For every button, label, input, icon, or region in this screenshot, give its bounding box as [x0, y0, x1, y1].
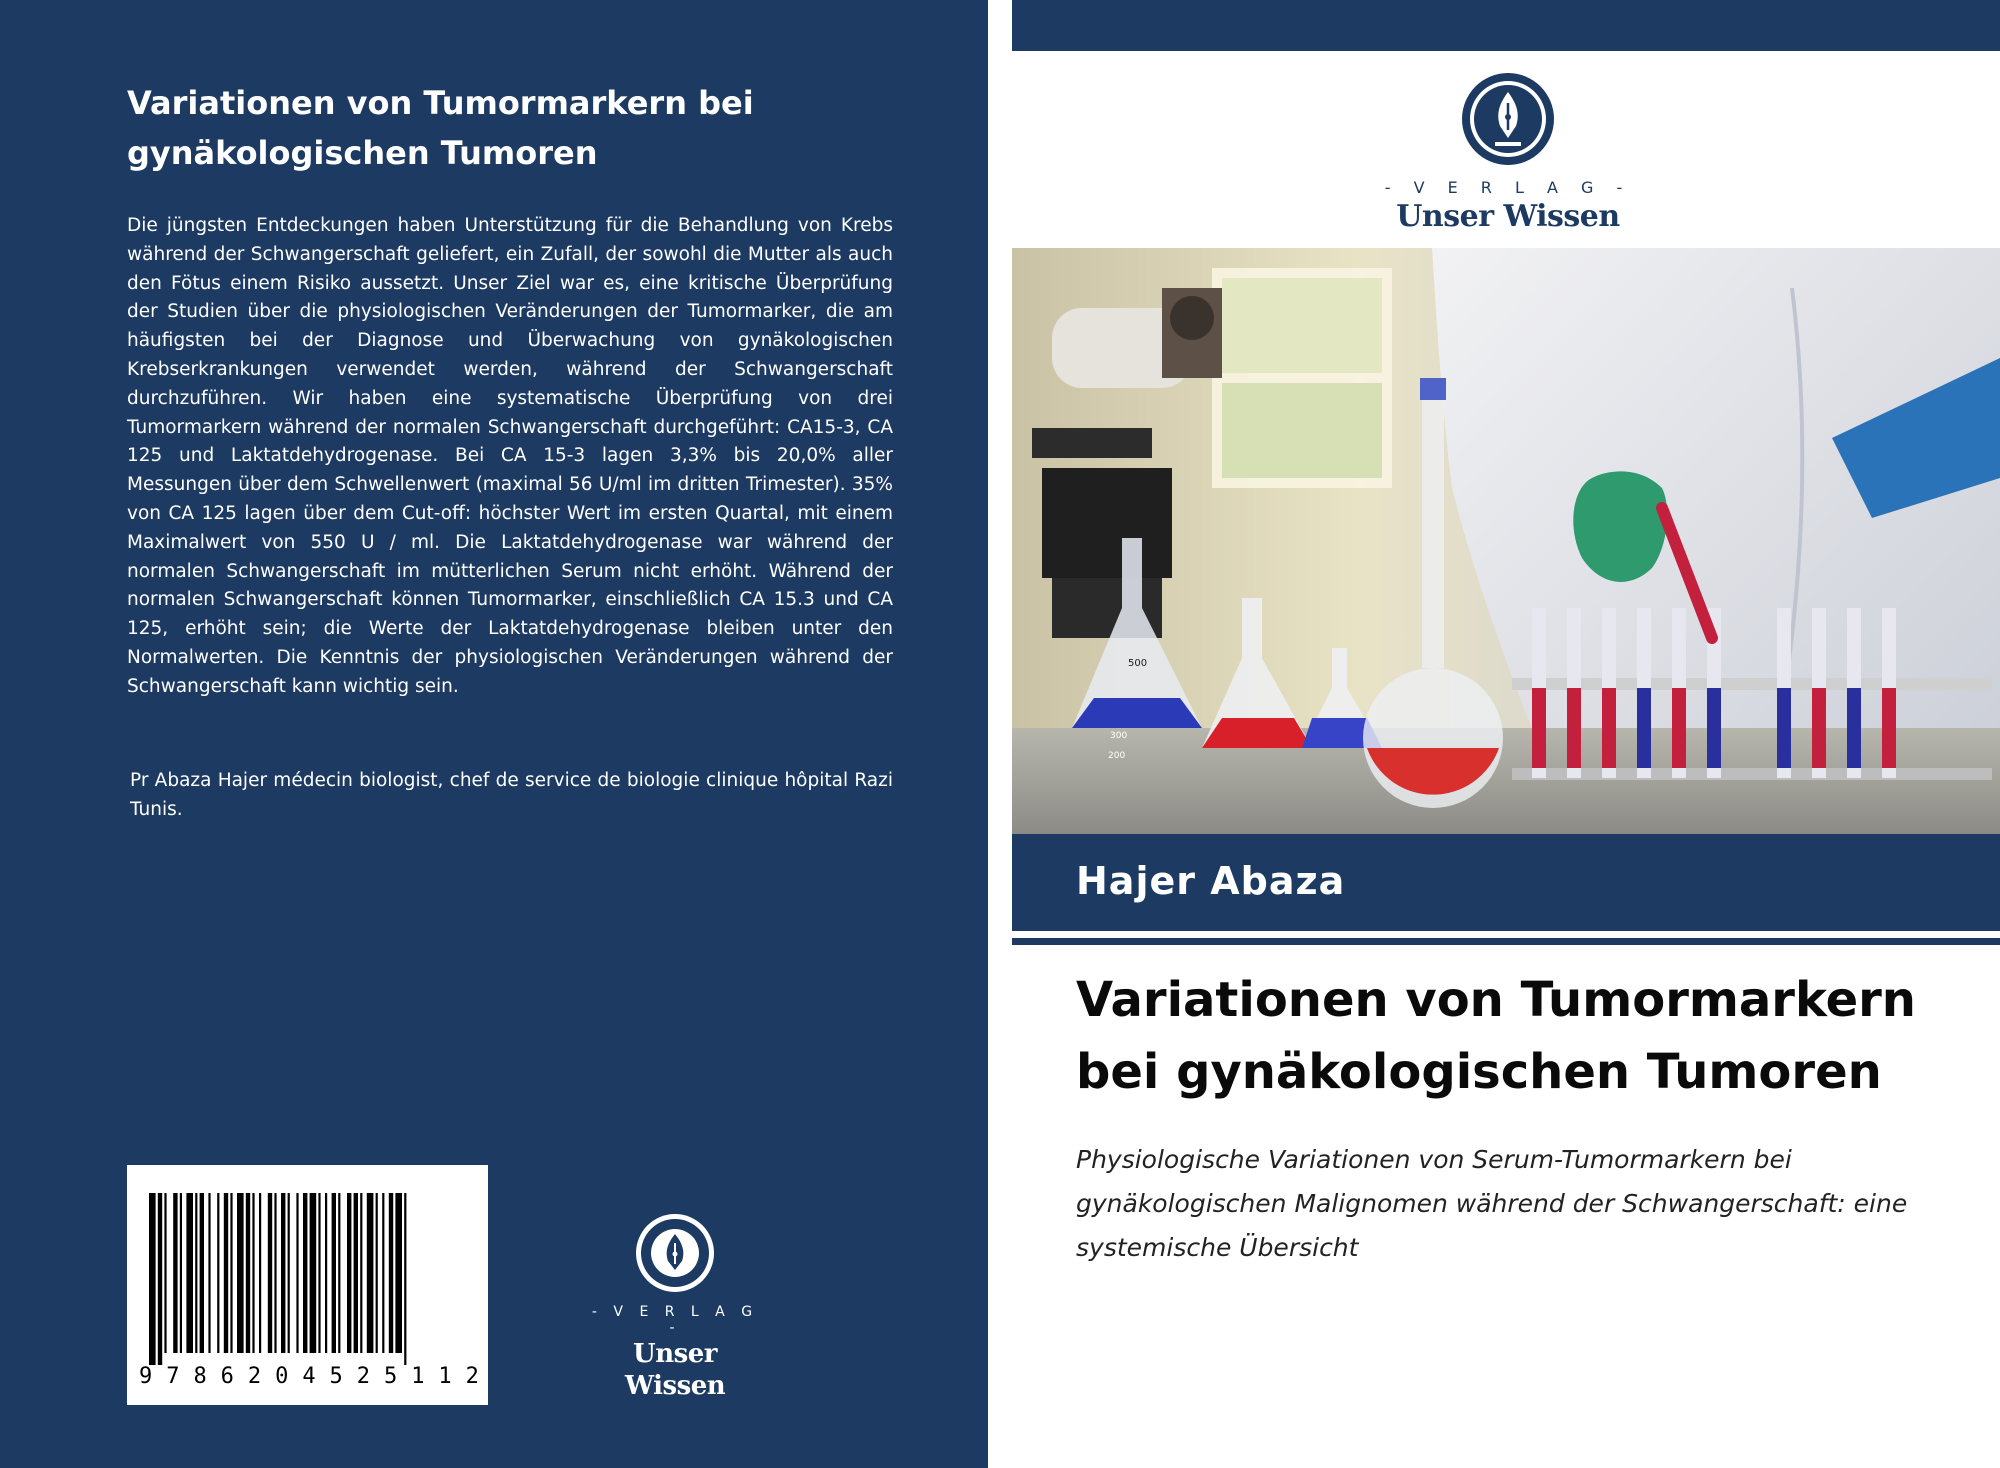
barcode-bar	[332, 1193, 336, 1353]
publisher-name: Unser Wissen	[1396, 199, 1620, 234]
flask-graduation-label: 300	[1110, 731, 1128, 741]
publisher-logo-back	[585, 1212, 765, 1402]
front-cover	[1012, 0, 2000, 1468]
verlag-label: - V E R L A G -	[1384, 178, 1632, 197]
flask-graduation-label: 500	[1128, 658, 1148, 669]
barcode-bar	[230, 1193, 232, 1353]
barcode-bar	[367, 1193, 374, 1353]
barcode-bar	[274, 1193, 276, 1353]
back-cover-title: Variationen von Tumormarkern bei gynäkologischen Tumoren	[127, 84, 754, 172]
lab-scene-illustration	[1012, 248, 2000, 834]
isbn-digit: 8	[193, 1364, 207, 1389]
front-author-name: Hajer Abaza	[1076, 859, 1346, 903]
barcode-bar	[180, 1193, 182, 1353]
barcode-bar	[303, 1193, 307, 1353]
publisher-logo-front	[1372, 72, 1644, 235]
barcode-bars	[127, 1165, 488, 1365]
barcode-bar	[347, 1193, 351, 1353]
isbn-digit: 5	[383, 1364, 398, 1389]
barcode-bar	[376, 1193, 378, 1353]
isbn-digit: 5	[329, 1364, 343, 1389]
barcode-bar	[195, 1193, 197, 1353]
front-cover-title: Variationen von Tumormarkern bei gynäkologischen Tumoren	[1076, 972, 1916, 1100]
flask-graduation-label: 200	[1108, 751, 1126, 761]
barcode-bar	[268, 1193, 272, 1353]
isbn-digit: 9	[139, 1364, 153, 1389]
author-band	[1012, 834, 2000, 931]
barcode-bar	[237, 1193, 244, 1353]
title-divider	[1012, 938, 2000, 945]
barcode-bar	[338, 1193, 340, 1353]
author-bio: Pr Abaza Hajer médecin biologist, chef de service de biologie clinique hôpital Razi Tunis.	[130, 770, 893, 820]
barcode-bar	[200, 1193, 204, 1353]
barcode-bar	[288, 1193, 290, 1353]
fountain-pen-nib-icon	[634, 1212, 716, 1294]
barcode-bar	[186, 1193, 193, 1353]
isbn-digit: 1	[438, 1364, 452, 1389]
front-top-bar	[1012, 0, 2000, 51]
cover-photo-laboratory	[1012, 248, 2000, 834]
barcode-bar	[173, 1193, 177, 1353]
barcode-bar	[259, 1193, 261, 1353]
barcode-bar	[360, 1193, 362, 1353]
barcode-bar	[354, 1193, 358, 1353]
barcode-bar	[325, 1193, 327, 1353]
barcode-bar	[395, 1193, 402, 1353]
barcode-bar	[252, 1193, 254, 1353]
isbn-digit: 2	[465, 1364, 479, 1389]
isbn-digit: 6	[220, 1364, 234, 1389]
isbn-digit: 2	[247, 1364, 262, 1389]
fountain-pen-nib-icon	[1461, 72, 1555, 166]
isbn-digit: 4	[302, 1364, 316, 1389]
barcode-bar	[310, 1193, 317, 1353]
barcode-bar	[382, 1193, 384, 1353]
verlag-label: - V E R L A G -	[591, 1304, 759, 1336]
barcode-bar	[217, 1193, 219, 1353]
barcode-bar	[224, 1193, 228, 1353]
isbn-barcode	[127, 1165, 488, 1405]
barcode-bar	[404, 1193, 406, 1365]
barcode-bar	[158, 1193, 162, 1365]
barcode-bar	[164, 1193, 166, 1353]
back-cover	[0, 0, 988, 1468]
publisher-name: Unser Wissen	[624, 1339, 726, 1401]
isbn-digit: 1	[411, 1364, 425, 1389]
isbn-digit: 7	[166, 1364, 180, 1389]
isbn-digit: 2	[356, 1364, 370, 1389]
barcode-bar	[281, 1193, 285, 1353]
barcode-bar	[296, 1193, 298, 1353]
isbn-digit: 0	[275, 1364, 289, 1389]
barcode-bar	[149, 1193, 156, 1365]
isbn-digits	[139, 1365, 479, 1389]
barcode-bar	[318, 1193, 320, 1353]
back-cover-blurb: Die jüngsten Entdeckungen haben Unterstützung für die Behandlung von Krebs während der Schwangerschaft geliefert, ein Zufall, der sowohl die Mutter als auch den Fötus einem Risiko aussetzt. Unser Ziel war es, eine kritische Überprüfung der Studien über die physiologischen Veränderungen der Tumormarker, die am häufigsten bei der Diagnose und Überwachung von gynäkologischen Krebserkrankungen verwendet werden, während der Schwangerschaft durchzuführen. Wir haben eine systematische Überprüfung von drei Tumormarkern während der normalen Schwangerschaft durchgeführt: CA15-3, CA 125 und Laktatdehydrogenase. Bei CA 15-3 lagen 3,3% bis 20,0% aller Messungen über dem Schwellenwert (maximal 56 U/ml im dritten Trimester). 35% von CA 125 lagen über dem Cut-off: höchster Wert im ersten Quartal, mit einem Maximalwert von 550 U / ml. Die Laktatdehydrogenase war während der normalen Schwangerschaft im mütterlichen Serum nicht erhöht. Während der normalen Schwangerschaft können Tumormarker, einschließlich CA 15.3 und CA 125, erhöht sein; die Werte der Laktatdehydrogenase bleiben unter den Normalwerten. Die Kenntnis der physiologischen Veränderungen während der Schwangerschaft kann wichtig sein.	[127, 215, 893, 697]
barcode-bar	[208, 1193, 210, 1353]
barcode-bar	[246, 1193, 250, 1353]
barcode-bar	[389, 1193, 393, 1353]
spine-gutter	[988, 0, 1012, 1468]
front-cover-subtitle: Physiologische Variationen von Serum-Tumormarkern bei gynäkologischen Malignomen während der Schwangerschaft: eine systemische Übersicht	[1076, 1145, 1908, 1262]
